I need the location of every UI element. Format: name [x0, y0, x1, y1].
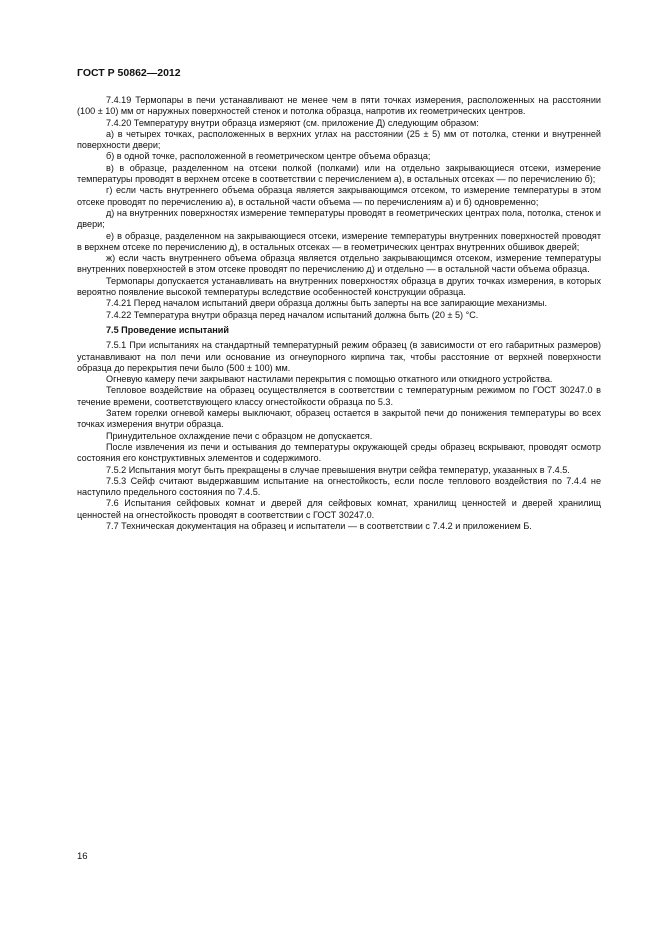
document-body	[77, 95, 601, 532]
paragraph: Огневую камеру печи закрывают настилами перекрытия с помощью откатного или откидного устройства.	[106, 374, 553, 385]
paragraph: б) в одной точке, расположенной в геометрическом центре объема образца;	[106, 151, 431, 162]
paragraph: 7.7 Техническая документация на образец и испытатели — в соответствии с 7.4.2 и приложением Б.	[106, 520, 532, 531]
paragraph: 7.4.19 Термопары в печи устанавливают не менее чем в пяти точках измерения, расположенных на расстоянии (100 ± 10) мм от наружных поверхностей стенок и потолка образца, напротив их геометрических центров.	[77, 95, 601, 117]
paragraph: Принудительное охлаждение печи с образцом не допускается.	[106, 430, 373, 441]
paragraph: Термопары допускается устанавливать на внутренних поверхностях образца в других точках измерения, в которых вероятно появление высокой температуры вследствие особенностей конструкции образца.	[77, 275, 601, 298]
section-heading: 7.5 Проведение испытаний	[106, 324, 229, 335]
paragraph: е) в образце, разделенном на закрывающиеся отсеки, измерение температуры внутренних поверхностей проводят в верхнем отсеке по перечислению д), в остальных отсеках — в геометрических центрах внутренних обшивок дверей;	[77, 230, 601, 252]
paragraph: 7.5.2 Испытания могут быть прекращены в случае превышения внутри сейфа температур, указанных в 7.4.5.	[106, 464, 570, 475]
paragraph: Тепловое воздействие на образец осуществляется в соответствии с температурным режимом по ГОСТ 30247.0 в течение времени, соответствующего классу огнестойкости образца по 5.3.	[77, 385, 601, 407]
page-number: 16	[77, 851, 88, 862]
paragraph: 7.4.20 Температуру внутри образца измеряют (см. приложение Д) следующим образом:	[106, 117, 479, 128]
paragraph: 7.4.21 Перед началом испытаний двери образца должны быть заперты на все запирающие механизмы.	[106, 298, 548, 309]
paragraph: 7.5.3 Сейф считают выдержавшим испытание на огнестойкость, если после теплового воздействия по 7.4.4 не наступило предельного состояния по 7.4.5.	[77, 475, 601, 498]
paragraph: г) если часть внутреннего объема образца является закрывающимся отсеком, то измерение температуры в этом отсеке проводят по перечислению а), в остальной части объема — по перечислениям а) и б) одновременно;	[77, 185, 601, 207]
paragraph: в) в образце, разделенном на отсеки полкой (полками) или на отдельно закрывающиеся отсеки, измерение температуры проводят в верхнем отсеке в соответствии с перечислением а), в остальных отсеках — по перечислению б);	[77, 162, 601, 185]
paragraph: Затем горелки огневой камеры выключают, образец остается в закрытой печи до понижения температуры во всех точках измерения внутри образца.	[77, 408, 601, 430]
paragraph: а) в четырех точках, расположенных в верхних углах на расстоянии (25 ± 5) мм от потолка, стенки и внутренней поверхности двери;	[77, 128, 601, 151]
paragraph: 7.5.1 При испытаниях на стандартный температурный режим образец (в зависимости от его габаритных размеров) устанавливают на пол печи или основание из огнеупорного кирпича так, чтобы расстояние от верхней поверхности образца до перекрытия печи было (500 ± 100) мм.	[77, 340, 601, 373]
paragraph: д) на внутренних поверхностях измерение температуры проводят в геометрических центрах пола, потолка, стенок и двери;	[77, 207, 601, 230]
paragraph: ж) если часть внутреннего объема образца является отдельно закрывающимся отсеком, измерение температуры внутренних поверхностей в этом отсеке проводят по перечислению д) и отдельно — в остальной части объема образца.	[77, 253, 601, 275]
document-header: ГОСТ Р 50862—2012	[77, 67, 181, 79]
paragraph: После извлечения из печи и остывания до температуры окружающей среды образец вскрывают, проводят осмотр состояния его конструктивных элементов и содержимого.	[77, 441, 601, 464]
paragraph: 7.6 Испытания сейфовых комнат и дверей для сейфовых комнат, хранилищ ценностей и дверей хранилищ ценностей на огнестойкость проводят в соответствии с ГОСТ 30247.0.	[77, 498, 601, 520]
paragraph: 7.4.22 Температура внутри образца перед началом испытаний должна быть (20 ± 5) °С.	[106, 309, 479, 320]
